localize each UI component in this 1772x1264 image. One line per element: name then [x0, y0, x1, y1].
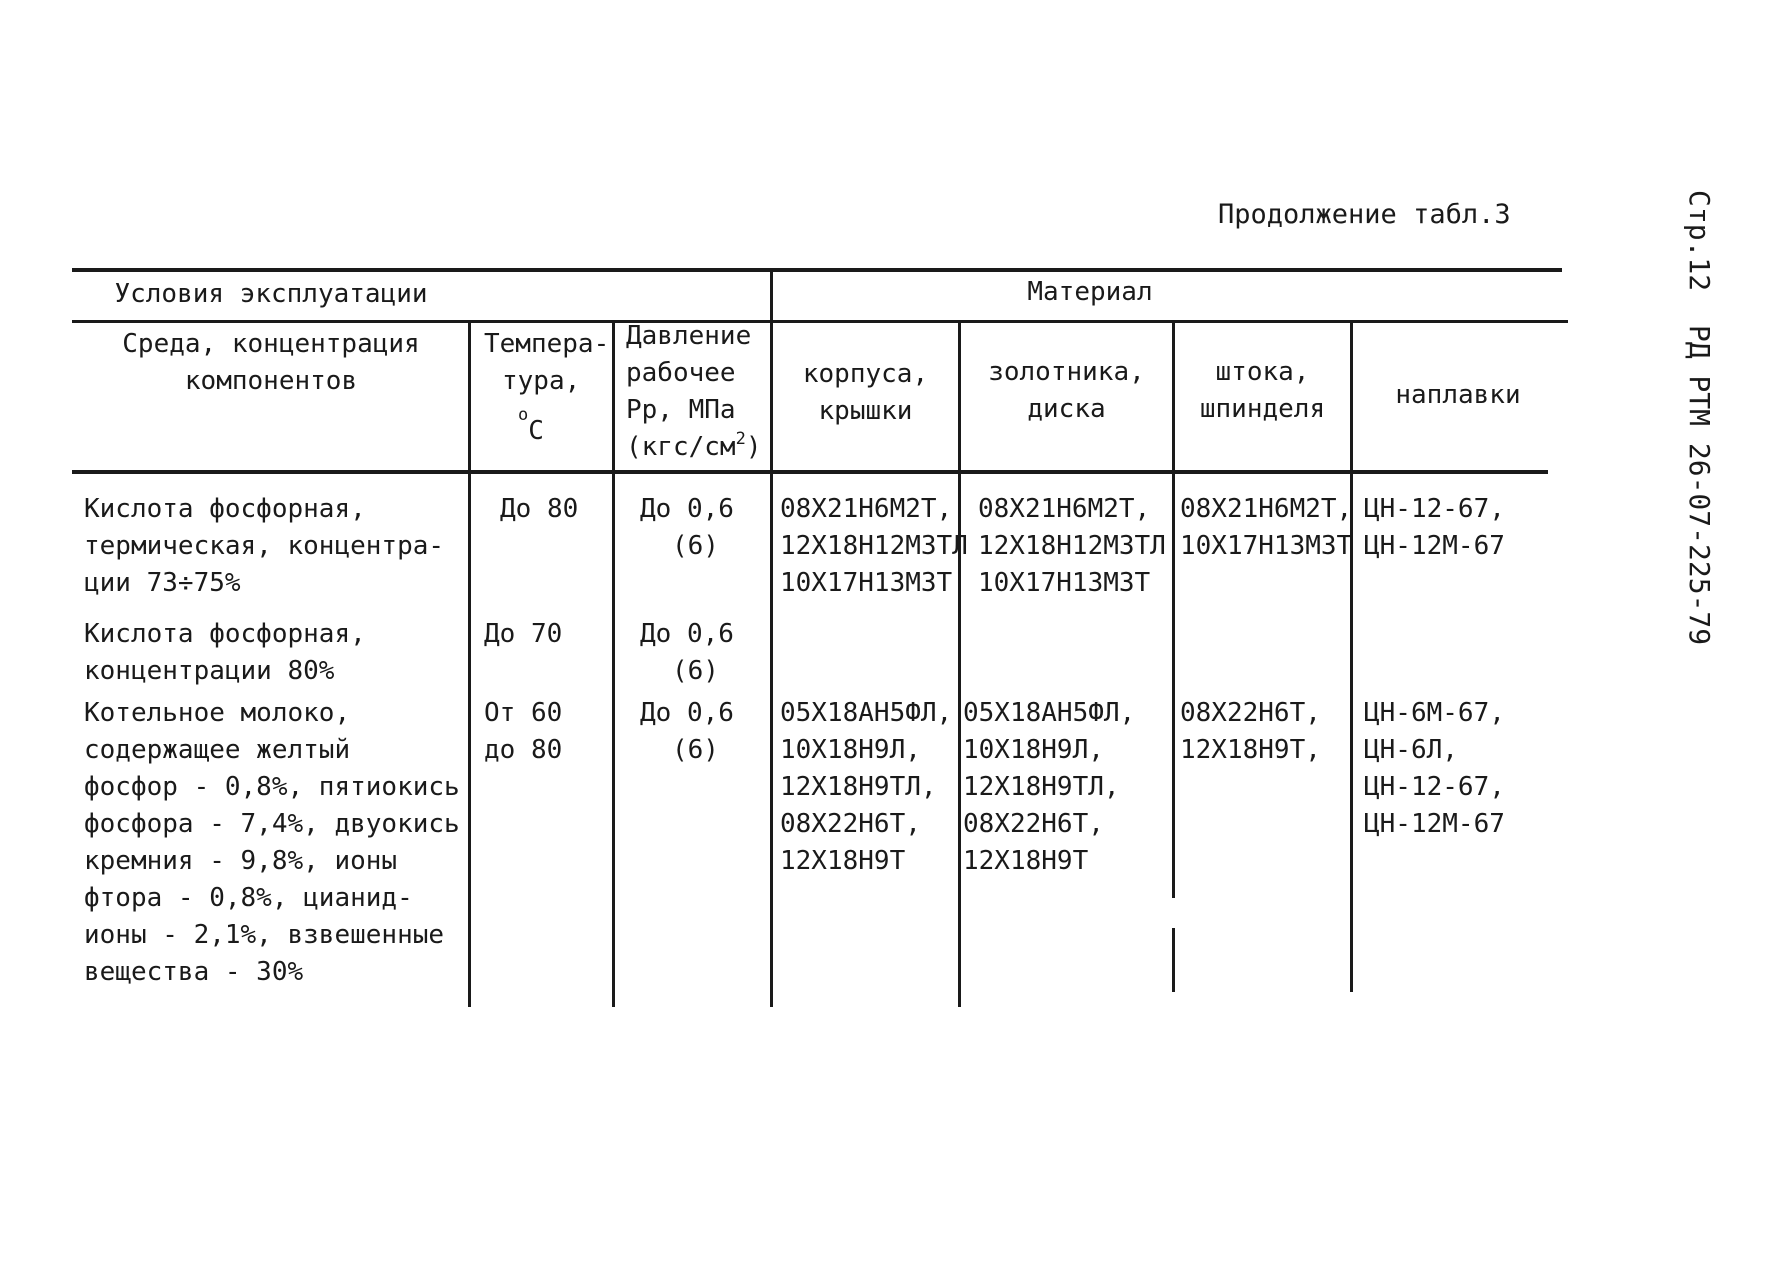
cell-overlay: ЦН-12М-67: [1364, 809, 1505, 839]
cell-pressure: До 0,6: [640, 698, 734, 728]
col-divider-2: [612, 322, 615, 1007]
cell-overlay: ЦН-6М-67,: [1364, 698, 1505, 728]
header-body-line-2: крышки: [818, 396, 913, 426]
header-medium-line-1: Среда, концентрация: [122, 329, 420, 359]
cell-spool: 12Х18Н9ТЛ,: [963, 772, 1120, 802]
cell-overlay: ЦН-12М-67: [1364, 531, 1505, 561]
col-divider-5b: [1172, 928, 1175, 992]
pressure-unit-close: ): [745, 432, 762, 462]
cell-spool: 10Х17Н13М3Т: [978, 568, 1151, 598]
header-pressure-line-3: Рр, МПа: [626, 395, 736, 425]
header-bottom-rule: [72, 470, 1548, 474]
cell-medium: ионы - 2,1%, взвешенные: [84, 920, 445, 950]
cell-medium: вещества - 30%: [84, 957, 304, 987]
cell-body: 08Х21Н6М2Т,: [780, 494, 953, 524]
cell-medium: содержащее желтый: [84, 735, 351, 765]
cell-temperature: До 80: [500, 494, 579, 524]
header-spool-line-2: диска: [1027, 394, 1106, 424]
header-medium-line-2: компонентов: [184, 366, 358, 396]
group-header-material: Материал: [1027, 277, 1153, 307]
pressure-unit-exponent: 2: [735, 429, 746, 449]
cell-medium: концентрации 80%: [84, 656, 335, 686]
cell-body: 08Х22Н6Т,: [780, 809, 921, 839]
header-temperature-line-2: тура,: [502, 366, 581, 396]
cell-temperature: До 70: [484, 619, 563, 649]
cell-stem: 08Х22Н6Т,: [1180, 698, 1321, 728]
cell-body: 10Х17Н13М3Т: [780, 568, 953, 598]
col-divider-6: [1350, 322, 1353, 992]
group-header-rule: [72, 320, 1568, 323]
header-pressure-line-1: Давление: [626, 321, 752, 351]
column-header-overlay: наплавки: [1395, 380, 1521, 410]
cell-medium: кремния - 9,8%, ионы: [84, 846, 398, 876]
cell-overlay: ЦН-12-67,: [1364, 494, 1505, 524]
pressure-unit-text: (кгс/см: [626, 432, 736, 462]
cell-pressure: До 0,6: [640, 494, 734, 524]
header-pressure-unit: [626, 429, 761, 466]
header-spool-line-1: золотника,: [988, 357, 1145, 387]
cell-stem: 12Х18Н9Т,: [1180, 735, 1321, 765]
cell-body: 12Х18Н9Т: [780, 846, 906, 876]
header-temperature-unit: [518, 405, 544, 446]
cell-pressure: (6): [672, 531, 719, 561]
group-header-conditions: Условия эксплуатации: [114, 279, 428, 309]
cell-pressure: (6): [672, 656, 719, 686]
cell-temperature: до 80: [484, 735, 563, 765]
cell-pressure: (6): [672, 735, 719, 765]
header-body-line-1: корпуса,: [802, 359, 929, 389]
cell-medium: термическая, концентра-: [84, 531, 445, 561]
continuation-caption: Продолжение табл.3: [1218, 199, 1511, 230]
cell-body: 12Х18Н12М3ТЛ: [780, 531, 968, 561]
cell-body: 10Х18Н9Л,: [780, 735, 921, 765]
cell-overlay: ЦН-6Л,: [1364, 735, 1458, 765]
header-pressure-line-2: рабочее: [626, 358, 736, 388]
degree-mark: о: [518, 405, 529, 425]
cell-spool: 05Х18АН5ФЛ,: [963, 698, 1136, 728]
cell-medium: Кислота фосфорная,: [84, 619, 366, 649]
cell-medium: фтора - 0,8%, цианид-: [84, 883, 413, 913]
cell-medium: ции 73÷75%: [84, 568, 241, 598]
cell-medium: фосфор - 0,8%, пятиокись: [84, 772, 460, 802]
top-rule: [72, 268, 1562, 272]
cell-medium: Кислота фосфорная,: [84, 494, 366, 524]
cell-pressure: До 0,6: [640, 619, 734, 649]
cell-body: 05Х18АН5ФЛ,: [780, 698, 953, 728]
cell-overlay: ЦН-12-67,: [1364, 772, 1505, 802]
cell-spool: 10Х18Н9Л,: [963, 735, 1104, 765]
cell-spool: 12Х18Н12М3ТЛ: [978, 531, 1166, 561]
celsius-letter: С: [528, 416, 544, 446]
cell-stem: 08Х21Н6М2Т,: [1180, 494, 1353, 524]
cell-spool: 12Х18Н9Т: [963, 846, 1089, 876]
header-stem-line-1: штока,: [1215, 357, 1310, 387]
cell-medium: Котельное молоко,: [84, 698, 351, 728]
cell-stem: 10Х17Н13М3Т: [1180, 531, 1353, 561]
cell-temperature: От 60: [484, 698, 563, 728]
header-temperature-line-1: Темпера-: [484, 329, 610, 359]
side-document-reference: Стр.12 РД РТМ 26-07-225-79: [1683, 190, 1716, 646]
cell-medium: фосфора - 7,4%, двуокись: [84, 809, 460, 839]
header-stem-line-2: шпинделя: [1199, 394, 1326, 424]
cell-spool: 08Х21Н6М2Т,: [978, 494, 1151, 524]
col-divider-1: [468, 322, 471, 1007]
cell-body: 12Х18Н9ТЛ,: [780, 772, 937, 802]
cell-spool: 08Х22Н6Т,: [963, 809, 1104, 839]
